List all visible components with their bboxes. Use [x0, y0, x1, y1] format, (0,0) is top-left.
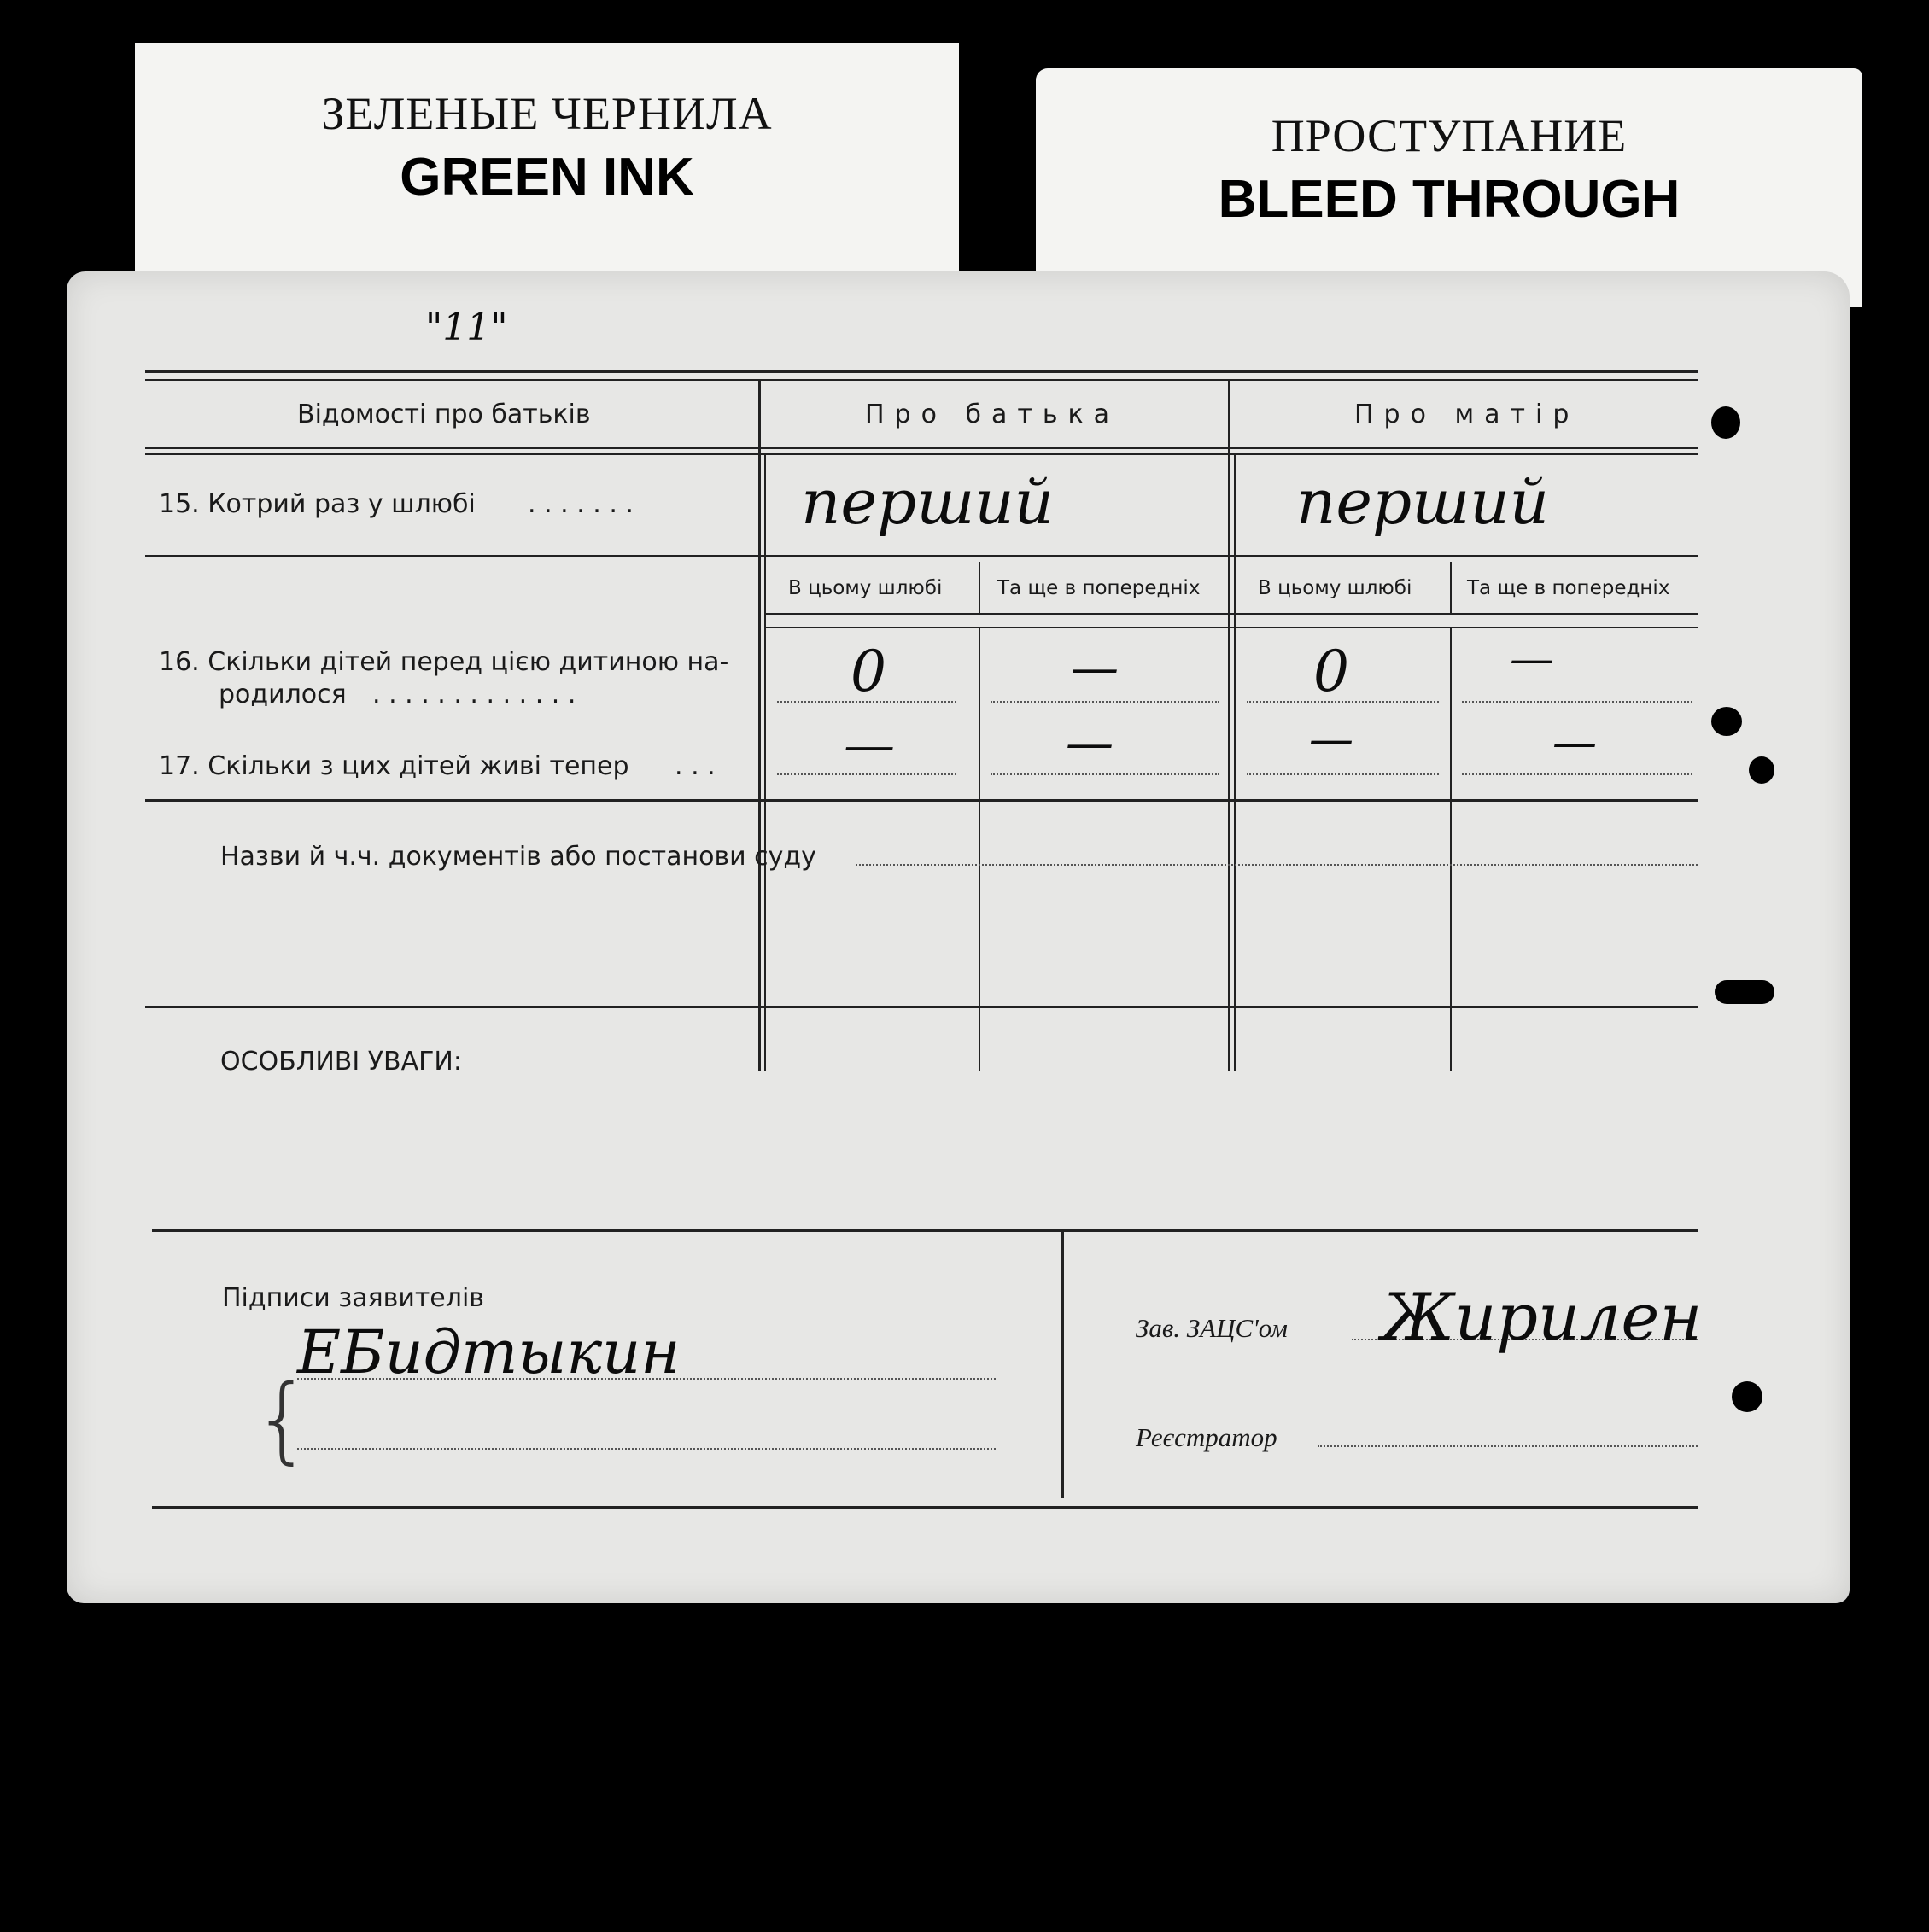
signature-divider	[1061, 1232, 1064, 1498]
row17-mother-prev-value: —	[1552, 717, 1597, 768]
row17-father-this-value: —	[844, 715, 895, 775]
card-bottom-rule	[152, 1506, 1698, 1509]
documents-label: Назви й ч.ч. документів або постанови суду	[220, 842, 816, 872]
table-top-rule-thin	[145, 379, 1698, 381]
row16-mother-this-value: 0	[1313, 639, 1349, 704]
header-bottom-rule	[145, 447, 1698, 449]
subheader-bottom-rule-2	[765, 627, 1698, 628]
remarks-label: ОСОБЛИВІ УВАГИ:	[220, 1047, 462, 1077]
subheader-divider-mother	[1450, 562, 1452, 613]
header-bottom-rule-2	[145, 453, 1698, 455]
registration-card	[67, 271, 1850, 1603]
punch-hole	[1711, 406, 1740, 439]
row16-father-prev-line	[991, 701, 1219, 703]
row17-bottom-rule	[145, 799, 1698, 802]
column-line-mother-2	[1234, 455, 1236, 1071]
row15-dots: . . . . . . .	[528, 489, 634, 519]
subheader-mother-this: В цьому шлюбі	[1258, 577, 1412, 599]
head-signature: Жирилен	[1382, 1279, 1703, 1355]
applicants-signature-label: Підписи заявителів	[222, 1283, 484, 1313]
registrar-label: Реєстратор	[1136, 1422, 1277, 1452]
row17-father-prev-value: —	[1066, 715, 1114, 771]
row15-mother-value: перший	[1296, 466, 1550, 538]
row17-mother-this-line	[1247, 773, 1439, 775]
row16-dots: . . . . . . . . . . . . .	[372, 680, 576, 709]
label-green-ink	[135, 43, 959, 290]
header-about-mother: Про матір	[1354, 400, 1580, 429]
documents-bottom-rule	[145, 1006, 1698, 1008]
row16-father-this-value: 0	[851, 639, 886, 704]
label-bleed-through-en: BLEED THROUGH	[1218, 170, 1681, 229]
subheader-mother-previous: Та ще в попередніх	[1467, 577, 1670, 599]
applicant-line-2	[297, 1448, 996, 1450]
punch-slot	[1715, 980, 1774, 1004]
column-line-father	[758, 381, 761, 1071]
row16-mother-prev-line	[1462, 701, 1692, 703]
row16-label-line1: 16. Скільки дітей перед цією дитиною на-	[159, 647, 729, 677]
subheader-bottom-rule	[765, 613, 1698, 615]
row17-mother-prev-line	[1462, 773, 1692, 775]
applicants-brace: {	[253, 1364, 313, 1474]
table-top-rule	[145, 370, 1698, 373]
punch-hole	[1711, 707, 1742, 736]
row16-label-line2: родилося	[219, 680, 347, 709]
row17-mother-this-value: —	[1309, 714, 1353, 765]
punch-hole	[1749, 756, 1774, 784]
page-mark: "11"	[425, 306, 508, 349]
label-bleed-through-ru: ПРОСТУПАНИЕ	[1271, 110, 1628, 161]
punch-hole	[1732, 1381, 1762, 1412]
header-parents-info: Відомості про батьків	[297, 400, 591, 429]
remarks-bottom-rule	[152, 1229, 1698, 1232]
data-divider-father	[979, 627, 980, 1071]
subheader-father-this: В цьому шлюбі	[788, 577, 943, 599]
head-label: Зав. ЗАЦС'ом	[1136, 1313, 1288, 1343]
label-green-ink-ru: ЗЕЛЕНЫЕ ЧЕРНИЛА	[321, 88, 773, 139]
column-line-mother	[1228, 381, 1230, 1071]
row15-label: 15. Котрий раз у шлюбі	[159, 489, 476, 519]
column-line-father-2	[764, 455, 766, 1071]
subheader-father-previous: Та ще в попередніх	[997, 577, 1201, 599]
label-green-ink-en: GREEN INK	[400, 148, 694, 207]
row16-father-prev-value: —	[1071, 640, 1119, 696]
row15-bottom-rule	[145, 555, 1698, 557]
header-about-father: Про батька	[865, 400, 1120, 429]
applicant-signature: ЕБидтыкин	[297, 1317, 681, 1387]
subheader-divider-father	[979, 562, 980, 613]
row17-label: 17. Скільки з цих дітей живі тепер	[159, 751, 629, 781]
registrar-line	[1318, 1445, 1698, 1447]
row17-father-prev-line	[991, 773, 1219, 775]
data-divider-mother	[1450, 627, 1452, 1071]
row15-father-value: перший	[801, 466, 1055, 538]
applicant-line-1	[297, 1378, 996, 1380]
row17-dots: . . .	[675, 751, 716, 781]
row16-mother-prev-value: —	[1510, 633, 1554, 685]
documents-line	[856, 864, 1698, 866]
